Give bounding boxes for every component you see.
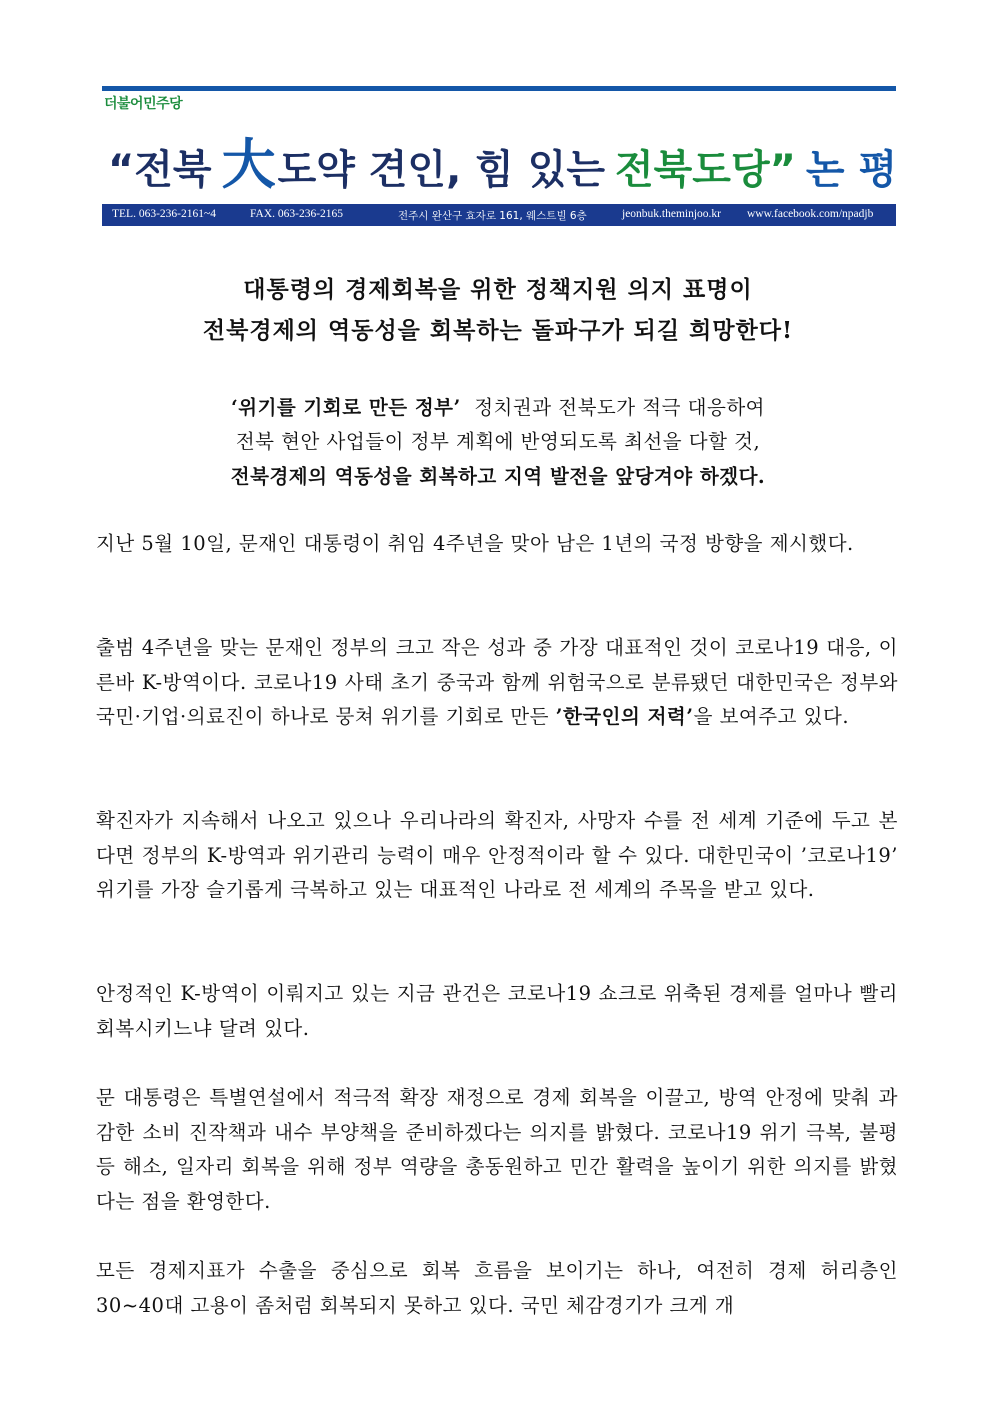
banner-big-char: 大 xyxy=(221,133,276,196)
body-paragraph-3: 확진자가 지속해서 나오고 있으나 우리나라의 확진자, 사망자 수를 전 세계 기준에 두고 본다면 정부의 K-방역과 위기관리 능력이 매우 안정적이라 할 수 있다. 대한민국이 ’코로나19’ 위기를 가장 슬기롭게 극복하고 있는 대표적인 나라로 전 세계의 주목을 받고 있다. xyxy=(96,809,898,901)
body-paragraph-4: 안정적인 K-방역이 이뤄지고 있는 지금 관건은 코로나19 쇼크로 위축된 경제를 얼마나 빨리 회복시키느냐 달려 있다. xyxy=(96,982,898,1040)
subheadline-line-1 xyxy=(100,392,896,420)
body-paragraph-6: 모든 경제지표가 수출을 중심으로 회복 흐름을 보이기는 하나, 여전히 경제 허리층인 30~40대 고용이 좀처럼 회복되지 못하고 있다. 국민 체감경기가 크게 개 xyxy=(96,1259,898,1317)
body-paragraph-2 xyxy=(96,631,898,735)
body-paragraph-1: 지난 5월 10일, 문재인 대통령이 취임 4주년을 맞아 남은 1년의 국정 방향을 제시했다. xyxy=(96,532,854,555)
info-tel: TEL. 063-236-2161~4 xyxy=(112,208,216,220)
banner-open: “전북 xyxy=(108,147,212,193)
paragraph-2-emphasis: ’한국인의 저력’ xyxy=(555,705,694,728)
header-top-rule xyxy=(102,86,896,91)
paragraph-2-text: 출범 4주년을 맞는 문재인 정부의 크고 작은 성과 중 가장 대표적인 것이 코로나19 대응, 이른바 K-방역이다. 코로나19 사태 초기 중국과 함께 위험국으로 분류됐던 대한민국은 정부와 국민·기업·의료진이 하나로 뭉쳐 위기를 기회로 만든 xyxy=(96,636,898,728)
info-website[interactable]: jeonbuk.theminjoo.kr xyxy=(622,208,722,220)
contact-info-bar xyxy=(102,204,896,226)
party-logo-text: 더불어민주당 xyxy=(104,96,183,112)
info-facebook[interactable]: www.facebook.com/npadjb xyxy=(747,208,874,220)
banner-label-commentary: 논 평 xyxy=(805,147,898,193)
subheadline-line-1-rest: 정치권과 전북도가 적극 대응하여 xyxy=(474,396,766,419)
banner-part1: 도약 견인, 힘 있는 xyxy=(277,147,606,193)
paragraph-2-tail: 을 보여주고 있다. xyxy=(693,705,850,728)
subheadline-line-3: 전북경제의 역동성을 회복하고 지역 발전을 앞당겨야 하겠다. xyxy=(230,465,766,488)
banner-green-text: 전북도당” xyxy=(615,147,796,193)
info-fax: FAX. 063-236-2165 xyxy=(250,208,344,220)
subheadline-line-2: 전북 현안 사업들이 정부 계획에 반영되도록 최선을 다할 것, xyxy=(235,430,761,453)
headline-line-1: 대통령의 경제회복을 위한 정책지원 의지 표명이 xyxy=(243,276,753,303)
body-paragraph-5: 문 대통령은 특별연설에서 적극적 확장 재정으로 경제 회복을 이끌고, 방역 안정에 맞춰 과감한 소비 진작책과 내수 부양책을 준비하겠다는 의지를 밝혔다. 코로나19 위기 극복, 불평등 해소, 일자리 회복을 위해 정부 역량을 총동원하고 민간 활력을 높이기 위한 의지를 밝혔다는 점을 환영한다. xyxy=(96,1086,898,1213)
info-address: 전주시 완산구 효자로 161, 웨스트빌 6층 xyxy=(398,210,587,222)
subheadline-quote: ‘위기를 기회로 만든 정부’ xyxy=(230,396,461,419)
headline-line-2: 전북경제의 역동성을 회복하는 돌파구가 되길 희망한다! xyxy=(202,317,794,344)
header-banner xyxy=(108,122,898,196)
